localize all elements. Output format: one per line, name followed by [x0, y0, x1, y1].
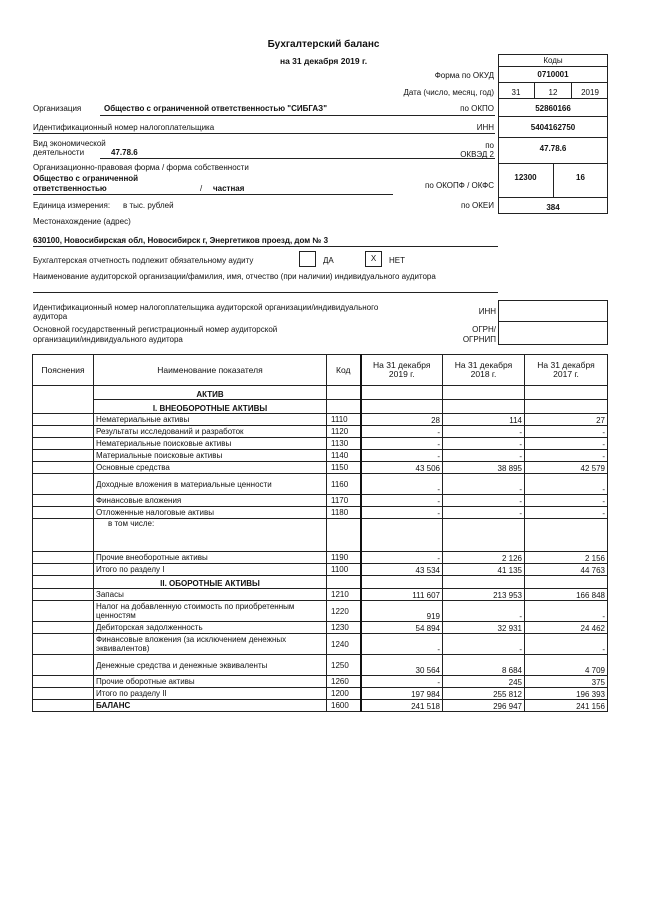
row-value-2017: -	[525, 507, 608, 519]
row-code: 1230	[327, 622, 361, 634]
row-code: 1210	[327, 589, 361, 601]
row-notes	[33, 450, 94, 462]
row-name: Налог на добавленную стоимость по приобретенным ценностям	[94, 601, 327, 622]
okved-value: 47.78.6	[539, 144, 567, 153]
row-value-2018: 32 931	[443, 622, 525, 634]
row-name: Отложенные налоговые активы	[94, 507, 327, 519]
report-date: на 31 декабря 2019 г.	[279, 56, 368, 66]
row-value-2017: -	[525, 634, 608, 655]
row-code: 1120	[327, 426, 361, 438]
row-notes	[33, 462, 94, 474]
row-code: 1200	[327, 688, 361, 700]
header-2019: На 31 декабря 2019 г.	[361, 355, 443, 386]
row-notes	[33, 589, 94, 601]
audit-yes-label: ДА	[323, 256, 334, 265]
activity-value: 47.78.6	[111, 148, 138, 157]
row-name: Материальные поисковые активы	[94, 450, 327, 462]
row-value-2018: 255 812	[443, 688, 525, 700]
opf-value-1: Общество с ограниченной	[33, 174, 139, 183]
row-notes	[33, 601, 94, 622]
unit-value: в тыс. рублей	[123, 201, 174, 210]
row-code: 1180	[327, 507, 361, 519]
auditor-name-label: Наименование аудиторской организации/фамилия, имя, отчество (при наличии) индивидуального аудитора	[33, 272, 436, 281]
row-name: в том числе:	[94, 519, 327, 552]
row-name: Результаты исследований и разработок	[94, 426, 327, 438]
table-row	[33, 688, 608, 700]
okei-value: 384	[546, 203, 560, 212]
row-value-2018: -	[443, 426, 525, 438]
table-row	[33, 601, 608, 622]
row-name: Прочие оборотные активы	[94, 676, 327, 688]
row-value-2018	[443, 519, 525, 552]
header-notes: Пояснения	[33, 355, 94, 386]
row-code: 1140	[327, 450, 361, 462]
row-value-2018: -	[443, 507, 525, 519]
table-row	[33, 622, 608, 634]
row-value-2019	[361, 519, 443, 552]
row-notes	[33, 519, 94, 552]
date-label: Дата (число, месяц, год)	[403, 88, 494, 97]
row-code: 1130	[327, 438, 361, 450]
row-value-2017: 241 156	[525, 700, 608, 712]
date-day: 31	[511, 88, 521, 97]
row-value-2017: 196 393	[525, 688, 608, 700]
table-row	[33, 634, 608, 655]
table-row	[33, 676, 608, 688]
section-2-label: II. ОБОРОТНЫЕ АКТИВЫ	[94, 576, 327, 589]
row-value-2017: 4 709	[525, 655, 608, 676]
row-value-2019: -	[361, 450, 443, 462]
row-value-2018: 213 953	[443, 589, 525, 601]
row-code: 1100	[327, 564, 361, 576]
org-label: Организация	[33, 104, 82, 113]
row-value-2019: -	[361, 552, 443, 564]
okopf-label: по ОКОПФ / ОКФС	[425, 181, 494, 190]
table-row	[33, 507, 608, 519]
row-value-2018: 41 135	[443, 564, 525, 576]
row-value-2019: -	[361, 634, 443, 655]
table-row	[33, 552, 608, 564]
table-row	[33, 450, 608, 462]
row-value-2019: 111 607	[361, 589, 443, 601]
row-notes	[33, 474, 94, 495]
row-name: Итого по разделу I	[94, 564, 327, 576]
section-2	[33, 576, 608, 589]
row-code: 1160	[327, 474, 361, 495]
inn-code-label: ИНН	[476, 123, 494, 132]
table-row	[33, 495, 608, 507]
okei-label: по ОКЕИ	[461, 201, 494, 210]
row-value-2018: -	[443, 495, 525, 507]
row-value-2017: 42 579	[525, 462, 608, 474]
section-aktiv-label: АКТИВ	[94, 386, 327, 400]
header-code: Код	[327, 355, 361, 386]
row-notes	[33, 634, 94, 655]
row-value-2017: 27	[525, 414, 608, 426]
audit-no-label: НЕТ	[389, 256, 405, 265]
row-value-2019: -	[361, 676, 443, 688]
auditor-inn-label-1: Идентификационный номер налогоплательщика аудиторской организации/индивидуального	[33, 303, 379, 312]
row-value-2018: -	[443, 601, 525, 622]
audit-yes-checkbox[interactable]	[299, 251, 316, 267]
row-value-2017: -	[525, 601, 608, 622]
table-row	[33, 474, 608, 495]
row-value-2017: 2 156	[525, 552, 608, 564]
row-value-2019: 919	[361, 601, 443, 622]
row-notes	[33, 700, 94, 712]
row-value-2018: -	[443, 450, 525, 462]
row-notes	[33, 426, 94, 438]
table-row	[33, 700, 608, 712]
codes-header: Коды	[543, 56, 563, 65]
row-value-2019: -	[361, 507, 443, 519]
okved-label-2: ОКВЭД 2	[460, 150, 494, 159]
audit-no-checkbox[interactable]	[365, 251, 382, 267]
row-name: Нематериальные активы	[94, 414, 327, 426]
row-value-2019: 30 564	[361, 655, 443, 676]
row-name: Итого по разделу II	[94, 688, 327, 700]
date-year: 2019	[581, 88, 599, 97]
okfs-value: 16	[576, 173, 585, 182]
table-row	[33, 462, 608, 474]
row-code: 1250	[327, 655, 361, 676]
opf-value-2: ответственностью	[33, 184, 107, 193]
row-value-2017: 44 763	[525, 564, 608, 576]
row-value-2019: 241 518	[361, 700, 443, 712]
address-value: 630100, Новосибирская обл, Новосибирск г, Энергетиков проезд, дом № 3	[33, 236, 329, 245]
okpo-value: 52860166	[535, 104, 571, 113]
row-value-2017	[525, 519, 608, 552]
okud-label: Форма по ОКУД	[434, 71, 494, 80]
table-row	[33, 414, 608, 426]
org-name: Общество с ограниченной ответственностью "СИБГАЗ"	[104, 104, 327, 113]
row-value-2017: -	[525, 438, 608, 450]
header-name: Наименование показателя	[94, 355, 327, 386]
row-value-2019: 28	[361, 414, 443, 426]
row-value-2019: -	[361, 438, 443, 450]
balance-table	[32, 354, 608, 712]
row-code: 1220	[327, 601, 361, 622]
row-value-2017: -	[525, 426, 608, 438]
row-value-2017: 375	[525, 676, 608, 688]
section-1	[33, 400, 608, 414]
row-value-2018: 2 126	[443, 552, 525, 564]
row-value-2018: 114	[443, 414, 525, 426]
row-code: 1240	[327, 634, 361, 655]
section-aktiv	[33, 386, 608, 400]
row-name: Денежные средства и денежные эквиваленты	[94, 655, 327, 676]
row-value-2018: -	[443, 438, 525, 450]
row-value-2018: 38 895	[443, 462, 525, 474]
unit-label: Единица измерения:	[33, 201, 111, 210]
row-notes	[33, 655, 94, 676]
table-row	[33, 589, 608, 601]
row-notes	[33, 438, 94, 450]
header-2018: На 31 декабря 2018 г.	[443, 355, 525, 386]
row-code: 1170	[327, 495, 361, 507]
activity-label-1: Вид экономической	[33, 139, 106, 148]
row-code: 1150	[327, 462, 361, 474]
header-2017: На 31 декабря 2017 г.	[525, 355, 608, 386]
row-notes	[33, 676, 94, 688]
okud-value: 0710001	[537, 70, 569, 79]
row-notes	[33, 552, 94, 564]
section-1-label: I. ВНЕОБОРОТНЫЕ АКТИВЫ	[94, 400, 327, 414]
auditor-ogrn-label-1: Основной государственный регистрационный номер аудиторской	[33, 325, 278, 334]
table-row	[33, 564, 608, 576]
audit-question: Бухгалтерская отчетность подлежит обязательному аудиту	[33, 256, 254, 265]
row-value-2019: -	[361, 495, 443, 507]
ownership-value: частная	[213, 184, 245, 193]
auditor-ogrn-label-2: организации/индивидуального аудитора	[33, 335, 183, 344]
okved-label-1: по	[485, 141, 494, 150]
table-row	[33, 655, 608, 676]
row-name: Финансовые вложения (за исключением денежных эквивалентов)	[94, 634, 327, 655]
row-notes	[33, 414, 94, 426]
row-value-2019: -	[361, 474, 443, 495]
row-value-2018: 8 684	[443, 655, 525, 676]
auditor-inn-field[interactable]	[498, 300, 608, 322]
activity-label-2: деятельности	[33, 148, 85, 157]
row-notes	[33, 688, 94, 700]
row-name: Финансовые вложения	[94, 495, 327, 507]
opf-label: Организационно-правовая форма / форма собственности	[33, 163, 249, 172]
row-notes	[33, 622, 94, 634]
row-value-2017: -	[525, 474, 608, 495]
page-title: Бухгалтерский баланс	[267, 39, 380, 50]
row-value-2017: 24 462	[525, 622, 608, 634]
row-name: Запасы	[94, 589, 327, 601]
row-code: 1190	[327, 552, 361, 564]
auditor-ogrn-field[interactable]	[498, 321, 608, 345]
row-name: Основные средства	[94, 462, 327, 474]
row-value-2017: -	[525, 495, 608, 507]
inn-value: 5404162750	[530, 123, 576, 132]
row-value-2019: 197 984	[361, 688, 443, 700]
table-row	[33, 438, 608, 450]
row-notes	[33, 564, 94, 576]
inn-label: Идентификационный номер налогоплательщика	[33, 123, 215, 132]
audit-no-mark: X	[370, 254, 377, 263]
row-name: Прочие внеоборотные активы	[94, 552, 327, 564]
row-value-2019: 54 894	[361, 622, 443, 634]
row-value-2018: -	[443, 634, 525, 655]
row-notes	[33, 495, 94, 507]
auditor-ogrn-code-1: ОГРН/	[472, 325, 496, 334]
row-value-2019: -	[361, 426, 443, 438]
row-name: БАЛАНС	[94, 700, 327, 712]
auditor-inn-code: ИНН	[478, 307, 496, 316]
table-row	[33, 426, 608, 438]
location-label: Местонахождение (адрес)	[33, 217, 131, 226]
table-row	[33, 519, 608, 552]
row-value-2017: 166 848	[525, 589, 608, 601]
row-value-2019: 43 506	[361, 462, 443, 474]
auditor-inn-label-2: аудитора	[33, 312, 68, 321]
row-code: 1260	[327, 676, 361, 688]
row-name: Дебиторская задолженность	[94, 622, 327, 634]
okpo-label: по ОКПО	[460, 104, 494, 113]
row-value-2018: 296 947	[443, 700, 525, 712]
row-value-2018: -	[443, 474, 525, 495]
row-name: Нематериальные поисковые активы	[94, 438, 327, 450]
row-value-2019: 43 534	[361, 564, 443, 576]
row-notes	[33, 507, 94, 519]
row-code: 1600	[327, 700, 361, 712]
date-month: 12	[548, 88, 558, 97]
row-value-2017: -	[525, 450, 608, 462]
row-code	[327, 519, 361, 552]
row-name: Доходные вложения в материальные ценности	[94, 474, 327, 495]
row-code: 1110	[327, 414, 361, 426]
auditor-ogrn-code-2: ОГРНИП	[462, 335, 496, 344]
okopf-value: 12300	[514, 173, 537, 182]
row-value-2018: 245	[443, 676, 525, 688]
opf-separator: /	[200, 184, 203, 193]
